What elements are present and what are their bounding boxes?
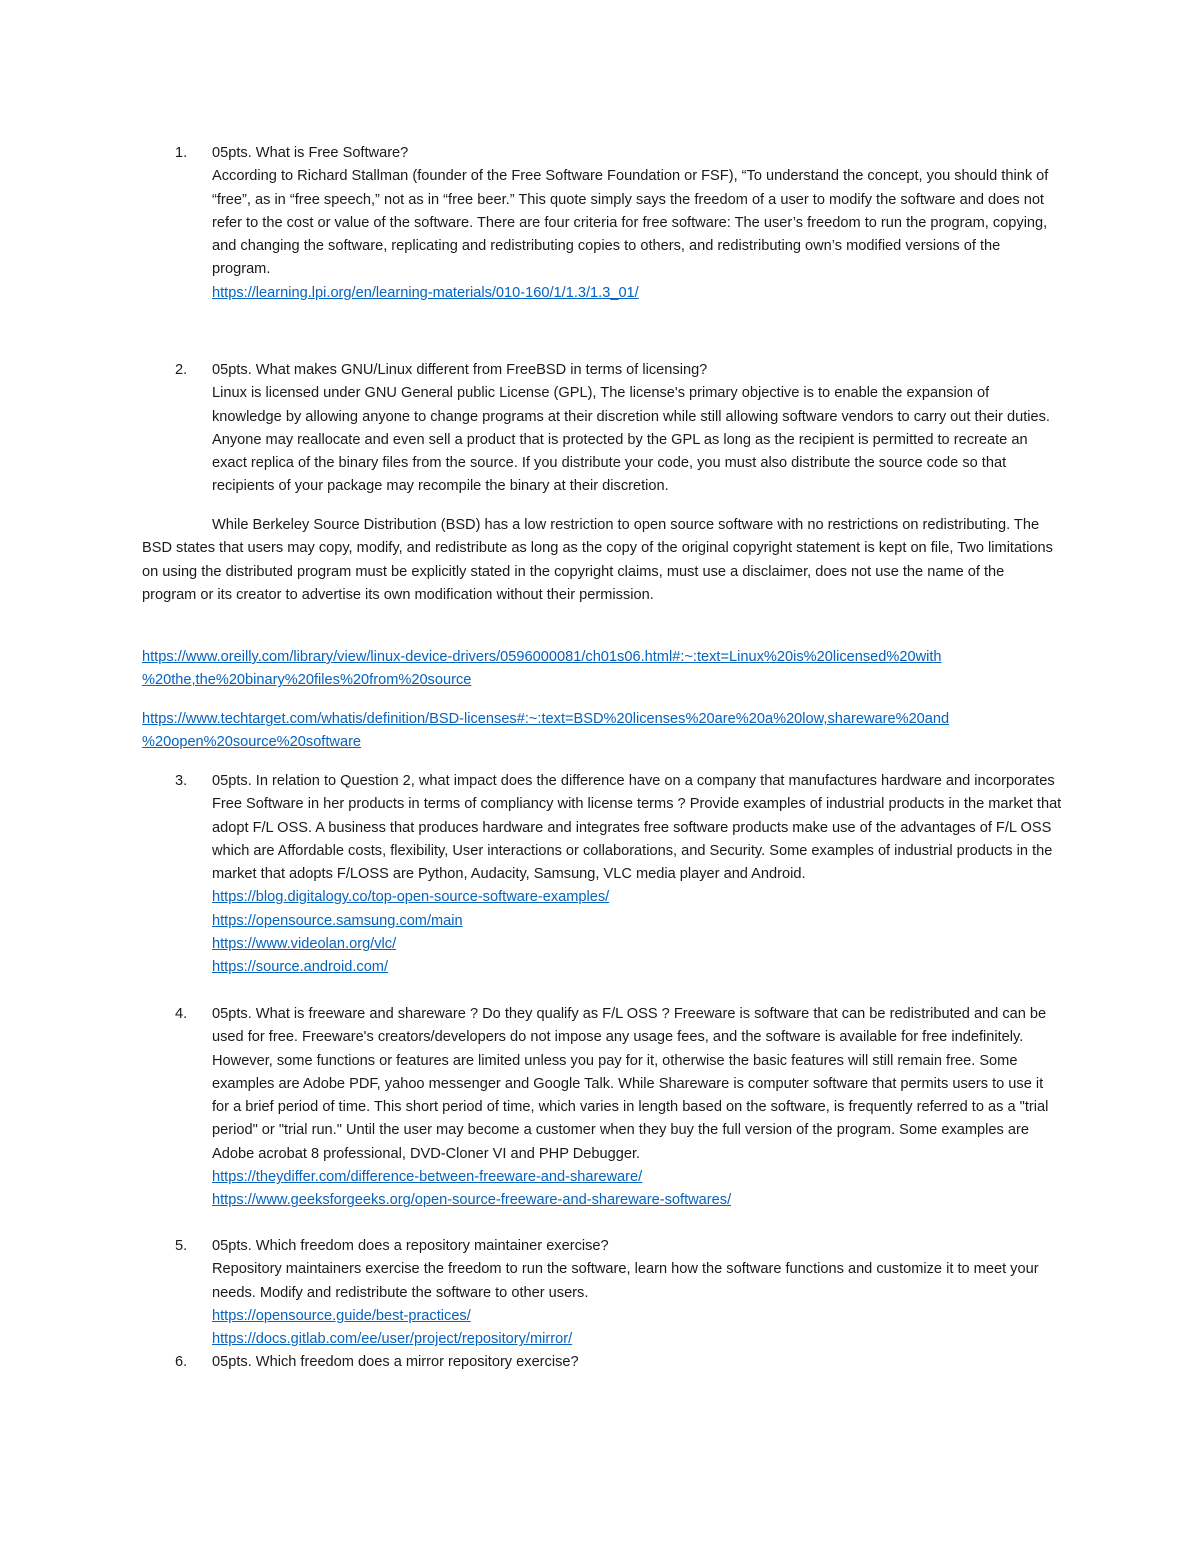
geeksforgeeks-link[interactable]: https://www.geeksforgeeks.org/open-source-freeware-and-shareware-softwares/	[212, 1192, 732, 1209]
techtarget-link-line-1[interactable]: https://www.techtarget.com/whatis/definition/BSD-licenses#:~:text=BSD%20licenses%20are%20a%20low,shareware%20and	[142, 711, 950, 727]
techtarget-link-block	[142, 708, 1062, 755]
reference-link[interactable]: https://learning.lpi.org/en/learning-materials/010-160/1/1.3/1.3_01/	[212, 284, 639, 301]
answer-text: Repository maintainers exercise the freedom to run the software, learn how the software functions and customize it to meet your needs. Modify and redistribute the software to other users.	[212, 1261, 1039, 1301]
gitlab-docs-link[interactable]: https://docs.gitlab.com/ee/user/project/repository/mirror/	[212, 1331, 573, 1348]
list-number: 5.	[175, 1238, 188, 1254]
question-text: 05pts. Which freedom does a mirror repository exercise?	[212, 1354, 579, 1370]
question-text: 05pts. What makes GNU/Linux different from FreeBSD in terms of licensing?	[212, 362, 708, 378]
question-text: 05pts. What is Free Software?	[212, 145, 409, 161]
samsung-link[interactable]: https://opensource.samsung.com/main	[212, 912, 463, 929]
list-number: 6.	[175, 1354, 188, 1370]
oreilly-link-block	[142, 646, 1062, 693]
android-link[interactable]: https://source.android.com/	[212, 959, 389, 976]
theydiffer-link[interactable]: https://theydiffer.com/difference-between-freeware-and-shareware/	[212, 1169, 643, 1186]
oreilly-link-line-1[interactable]: https://www.oreilly.com/library/view/linux-device-drivers/0596000081/ch01s06.html#:~:text=Linux%20is%20licensed%20with	[142, 649, 942, 665]
oreilly-link-line-2[interactable]: %20the,the%20binary%20files%20from%20source	[142, 672, 472, 689]
list-number: 3.	[175, 773, 188, 789]
opensource-guide-link[interactable]: https://opensource.guide/best-practices/	[212, 1307, 471, 1324]
techtarget-link-line-2[interactable]: %20open%20source%20software	[142, 734, 362, 751]
answer-text: According to Richard Stallman (founder of the Free Software Foundation or FSF), “To understand the concept, you should think of “free”, as in “free speech,” not as in “free beer.” This quote simply says the freedom of a user to modify the software and does not refer to the cost or value of the software. There are four criteria for free software: The user’s freedom to run the program, copying, and changing the software, replicating and redistributing copies to others, and redistributing own’s modified versions of the program.	[212, 168, 1049, 278]
question-text: 05pts. Which freedom does a repository maintainer exercise?	[212, 1238, 609, 1254]
question-answer-text: 05pts. What is freeware and shareware ? Do they qualify as F/L OSS ? Freeware is software that can be redistributed and can be used for free. Freeware's creators/developers do not impose any usage fees, and the software is available for free indefinitely. However, some functions or features are limited unless you pay for it, otherwise the basic features will still remain free. Some examples are Adobe PDF, yahoo messenger and Google Talk. While Shareware is computer software that permits users to use it for a brief period of time. This short period of time, which varies in length based on the software, is frequently referred to as a "trial period" or "trial run." Until the user may become a customer when they buy the full version of the program. Some examples are Adobe acrobat 8 professional, DVD-Cloner VI and PHP Debugger.	[212, 1006, 1049, 1162]
list-number: 2.	[175, 362, 188, 378]
answer-text: Linux is licensed under GNU General public License (GPL), The license's primary objective is to enable the expansion of knowledge by allowing anyone to change programs at their discretion while still allowing software vendors to carry out their duties. Anyone may reallocate and even sell a product that is protected by the GPL as long as the recipient is permitted to recreate an exact replica of the binary files from the source. If you distribute your code, you must also distribute the source code so that recipients of your package may recompile the binary at their discretion.	[212, 385, 1050, 495]
bsd-paragraph-block	[142, 514, 1062, 607]
list-number: 4.	[175, 1006, 188, 1022]
digitalogy-link[interactable]: https://blog.digitalogy.co/top-open-source-software-examples/	[212, 889, 610, 906]
videolan-link[interactable]: https://www.videolan.org/vlc/	[212, 936, 397, 953]
bsd-paragraph: While Berkeley Source Distribution (BSD) has a low restriction to open source software with no restrictions on redistributing. The BSD states that users may copy, modify, and redistribute as long as the copy of the original copyright statement is kept on file, Two limitations on using the distributed program must be explicitly stated in the copyright claims, must use a disclaimer, does not use the name of the program or its creator to advertise its own modification without their permission.	[142, 517, 1053, 603]
list-number: 1.	[175, 145, 188, 161]
question-answer-text: 05pts. In relation to Question 2, what impact does the difference have on a company that manufactures hardware and incorporates Free Software in her products in terms of compliancy with license terms ? Provide examples of industrial products in the market that adopt F/L OSS. A business that produces hardware and integrates free software products make use of the advantages of F/L OSS which are Affordable costs, flexibility, User interactions or collaborations, and Security. Some examples of industrial products in the market that adopts F/LOSS are Python, Audacity, Samsung, VLC media player and Android.	[212, 773, 1062, 883]
